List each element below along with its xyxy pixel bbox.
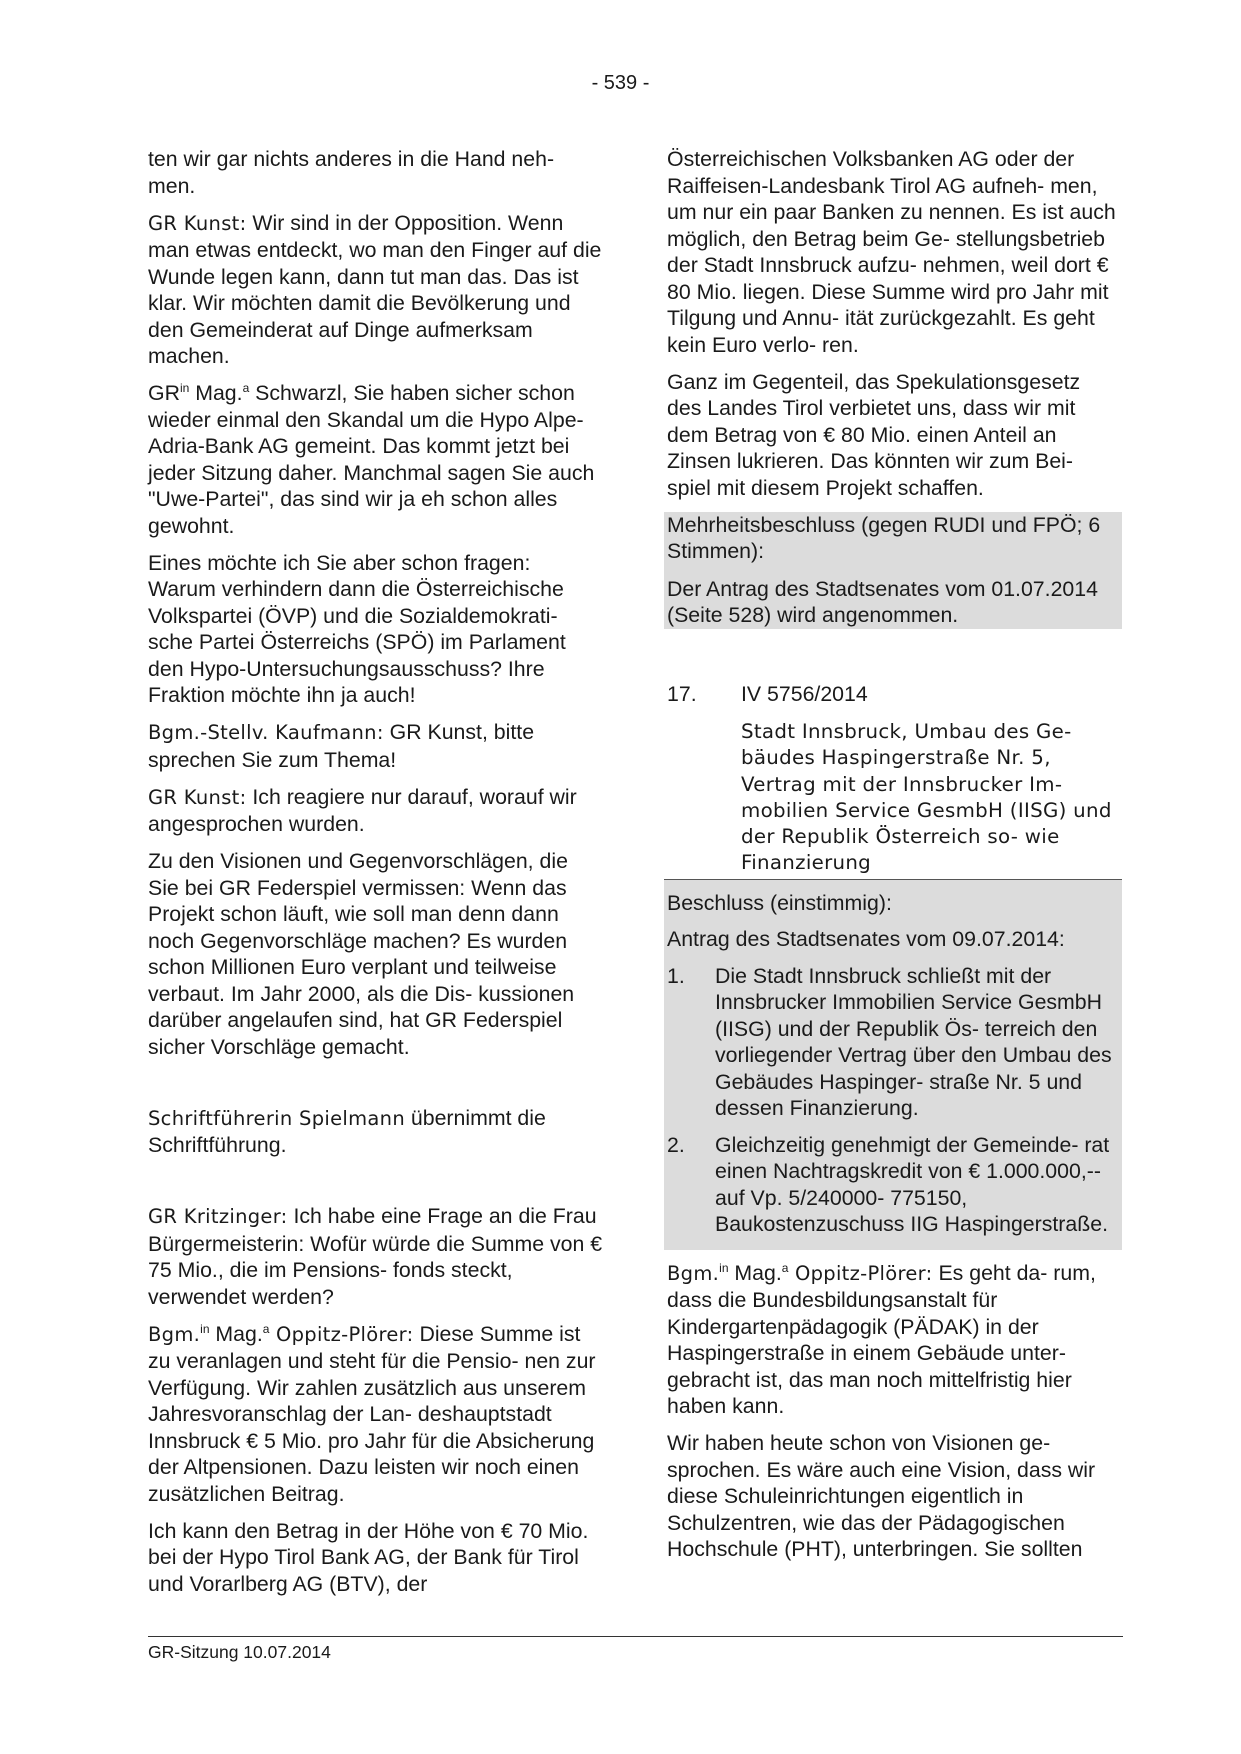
speech-text: übernimmt die Schriftführung. [148, 1105, 546, 1157]
paragraph: Österreichischen Volksbanken AG oder der Raiffeisen-Landesbank Tirol AG aufneh- men, um nur ein paar Banken zu nennen. Es ist auch möglich, den Betrag beim Ge- stellungsbetrieb der Stadt Innsbruck aufzu- nehmen, weil dort € 80 Mio. liegen. Diese Summe wird pro Jahr mit Tilgung und Annu- ität zurückgezahlt. Es geht kein Euro verlo- ren. [667, 147, 1116, 357]
speaker-name: Oppitz-Plörer: [788, 1261, 933, 1285]
speech-text: Es geht da- rum, dass die Bundesbildungsanstalt für Kindergartenpädagogik (PÄDAK) in der Haspingerstraße in einem Gebäude unter- gebracht ist, das man noch mittelfristig hier haben kann. [667, 1260, 1096, 1419]
speaker-title: Bgm. [148, 1322, 201, 1346]
paragraph [148, 784, 604, 838]
paragraph [148, 1203, 604, 1310]
speaker-name: Schriftführerin Spielmann [148, 1106, 405, 1130]
speech-text: Diese Summe ist zu veranlagen und steht für die Pensio- nen zur Verfügung. Wir zahlen zusätzlich aus unserem Jahresvoranschlag der Lan- deshauptstadt Innsbruck € 5 Mio. pro Jahr für die Absicherung der Altpensionen. Dazu leisten wir noch einen zusätzlichen Beitrag. [148, 1321, 596, 1506]
paragraph: ten wir gar nichts anderes in die Hand neh- men. [148, 147, 555, 198]
left-column [148, 146, 604, 1608]
speaker-title: GR [148, 381, 180, 405]
speech-text: Ich reagiere nur darauf, worauf wir angesprochen wurden. [148, 784, 577, 836]
paragraph [667, 1260, 1119, 1420]
speaker-title: Bgm. [667, 1261, 720, 1285]
speech-text: Schwarzl, Sie haben sicher schon wieder einmal den Skandal um die Hypo Alpe-Adria-Bank AG gemeint. Das kommt jetzt bei jeder Sitzung daher. Manchmal sagen Sie auch "Uwe-Partei", das sind wir ja eh schon alles gewohnt. [148, 381, 595, 538]
decision-item-number: 1. [667, 963, 685, 988]
paragraph: Ganz im Gegenteil, das Spekulationsgesetz des Landes Tirol verbietet uns, dass wir mit dem Betrag von € 80 Mio. einen Anteil an Zinsen lukrieren. Das könnten wir zum Bei- spiel mit diesem Projekt schaffen. [667, 369, 1081, 500]
paragraph: Wir haben heute schon von Visionen ge- sprochen. Es wäre auch eine Vision, dass wir diese Schuleinrichtungen eigentlich in Schulzentren, wie das der Pädagogischen Hochschule (PHT), unterbringen. Sie sollten [667, 1431, 1096, 1562]
speaker-title: Mag. [209, 1321, 263, 1346]
speech-text: Wir sind in der Opposition. Wenn man etwas entdeckt, wo man den Finger auf die Wunde legen kann, dann tut man das. Das ist klar. Wir möchten damit die Bevölkerung und den Gemeinderat auf Dinge aufmerksam machen. [148, 210, 602, 368]
paragraph [148, 210, 604, 370]
page-number: - 539 - [591, 72, 650, 94]
agenda-item-title: Stadt Innsbruck, Umbau des Ge- bäudes Haspingerstraße Nr. 5, Vertrag mit der Innsbrucker Im- mobilien Service GesmbH (IISG) und der Republik Österreich so- wie Finanzierung [741, 720, 1112, 875]
decision-box [664, 880, 1122, 1250]
speaker-name: GR Kritzinger: [148, 1205, 288, 1228]
speech-text: Ich habe eine Frage an die Frau Bürgermeisterin: Wofür würde die Summe von € 75 Mio., die im Pensions- fonds steckt, verwendet werden? [148, 1204, 603, 1309]
speaker-name: Oppitz-Plörer: [269, 1322, 414, 1346]
resolution-box [664, 512, 1122, 629]
agenda-item-reference: IV 5756/2014 [741, 681, 868, 706]
resolution-title: Mehrheitsbeschluss (gegen RUDI und FPÖ; 6 Stimmen): [667, 512, 1101, 563]
paragraph: Ich kann den Betrag in der Höhe von € 70 Mio. bei der Hypo Tirol Bank AG, der Bank für Tirol und Vorarlberg AG (BTV), der [148, 1518, 589, 1596]
decision-item-text: Gleichzeitig genehmigt der Gemeinde- rat einen Nachtragskredit von € 1.000.000,-- auf Vp. 5/240000- 775150, Baukostenzuschuss IIG Haspingerstraße. [715, 1132, 1110, 1237]
resolution-text: Der Antrag des Stadtsenates vom 01.07.2014 (Seite 528) wird angenommen. [667, 576, 1098, 627]
superscript: in [719, 1260, 729, 1275]
paragraph: Eines möchte ich Sie aber schon fragen: Warum verhindern dann die Österreichische Volkspartei (ÖVP) und die Sozialdemokrati- sche Partei Österreichs (SPÖ) im Parlament den Hypo-Untersuchungsausschuss? Ihre Fraktion möchte ihn ja auch! [148, 550, 566, 707]
paragraph [148, 719, 604, 773]
speaker-name: Bgm.-Stellv. Kaufmann: [148, 721, 384, 744]
superscript: a [242, 380, 250, 395]
superscript: in [179, 380, 190, 395]
speaker-name: GR Kunst: [148, 211, 247, 235]
speaker-title: Mag. [189, 381, 243, 405]
speaker-title: Mag. [728, 1260, 782, 1285]
speaker-name: GR Kunst: [148, 785, 247, 809]
paragraph [148, 1105, 604, 1159]
right-column [667, 146, 1119, 1573]
agenda-item-number: 17. [667, 681, 697, 706]
agenda-item-header [667, 681, 1119, 708]
superscript: a [781, 1260, 789, 1275]
paragraph [148, 380, 604, 539]
decision-title: Beschluss (einstimmig): [667, 890, 892, 915]
speech-text: GR Kunst, bitte sprechen Sie zum Thema! [148, 720, 535, 772]
superscript: a [262, 1321, 270, 1336]
superscript: in [200, 1321, 210, 1336]
footer-divider [148, 1636, 1123, 1637]
decision-intro: Antrag des Stadtsenates vom 09.07.2014: [667, 927, 1065, 952]
decision-item [667, 963, 1119, 1122]
footer-text: GR-Sitzung 10.07.2014 [148, 1642, 331, 1662]
decision-item-number: 2. [667, 1132, 685, 1157]
decision-item [667, 1132, 1119, 1238]
decision-item-text: Die Stadt Innsbruck schließt mit der Innsbrucker Immobilien Service GesmbH (IISG) und der Republik Ös- terreich den vorliegender Vertrag über den Umbau des Gebäudes Haspinger- straße Nr. 5 und dessen Finanzierung. [715, 963, 1112, 1121]
paragraph: Zu den Visionen und Gegenvorschlägen, die Sie bei GR Federspiel vermissen: Wenn das Projekt schon läuft, wie soll man denn dann noch Gegenvorschläge machen? Es wurden schon Millionen Euro verplant und teilweise verbaut. Im Jahr 2000, als die Dis- kussionen darüber angelaufen sind, hat GR Federspiel sicher Vorschläge gemacht. [148, 849, 575, 1059]
paragraph [148, 1321, 604, 1508]
